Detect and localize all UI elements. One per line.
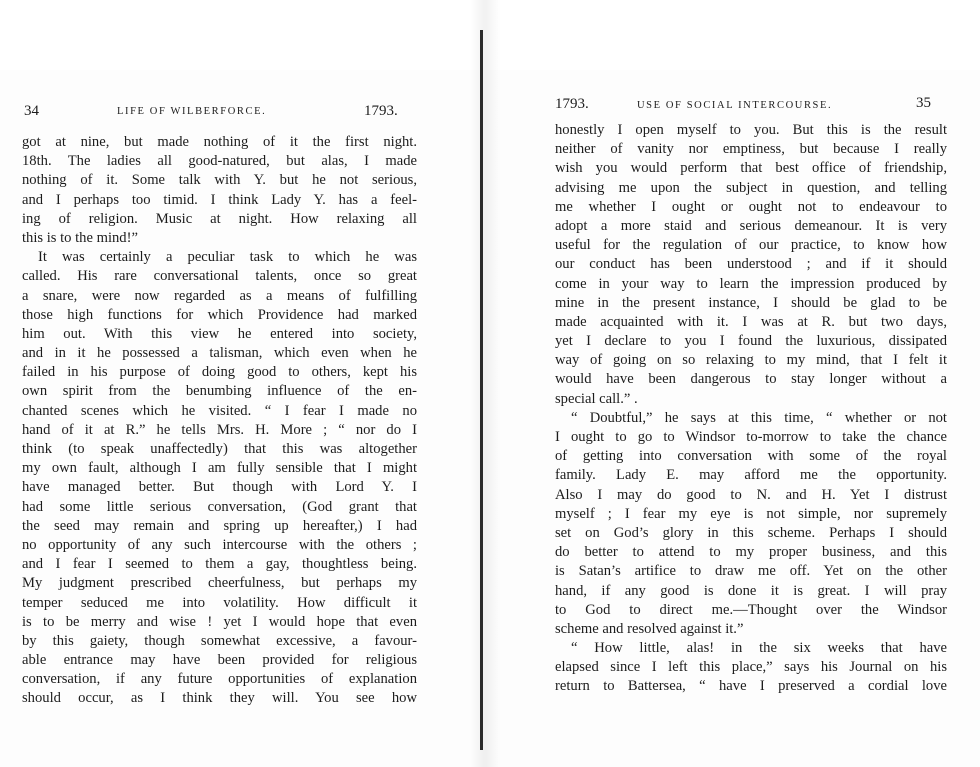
left-page-header bbox=[22, 103, 417, 123]
text-line: temper seduced me into volatility. How difficult it bbox=[22, 594, 417, 611]
text-line: failed in his purpose of doing good to others, kept his bbox=[22, 364, 417, 381]
text-line: made acquainted with it. I was at R. but two days, bbox=[555, 313, 947, 330]
text-line: mine in the present instance, I should be glad to be bbox=[555, 294, 947, 311]
text-line: ing of religion. Music at night. How relaxing all bbox=[22, 210, 417, 227]
text-line: think (to speak unaffectedly) that this was altogether bbox=[22, 441, 417, 457]
text-line: family. Lady E. may afford me the opportunity. bbox=[555, 467, 947, 484]
text-line: yet I declare to you I found the luxurious, dissipated bbox=[555, 333, 947, 350]
text-line: have managed better. But though with Lord Y. I bbox=[22, 479, 417, 496]
text-line: way of going on so relaxing to my mind, that I felt it bbox=[555, 352, 947, 369]
text-line: hand of it at R.” he tells Mrs. H. More ; “ nor do I bbox=[22, 421, 417, 438]
text-line: adopt a more staid and serious demeanour. It is very bbox=[555, 217, 947, 234]
book-gutter bbox=[480, 30, 483, 750]
text-line: no opportunity of any such intercourse with the others ; bbox=[22, 536, 417, 553]
text-line: conversation, if any future opportunities of explanation bbox=[22, 671, 417, 688]
text-line: and I perhaps too timid. I think Lady Y. has a feel- bbox=[22, 191, 417, 208]
text-line: nothing of it. Some talk with Y. but he not serious, bbox=[22, 172, 417, 189]
text-line: 18th. The ladies all good-natured, but alas, I made bbox=[22, 153, 417, 170]
running-title: LIFE OF WILBERFORCE. bbox=[117, 106, 267, 117]
running-title: USE OF SOCIAL INTERCOURSE. bbox=[637, 100, 833, 111]
text-line: called. His rare conversational talents, once so great bbox=[22, 268, 417, 285]
text-line: got at nine, but made nothing of it the first night. bbox=[22, 134, 417, 150]
text-line: those high functions for which Providence had marked bbox=[22, 306, 417, 323]
text-line: useful for the regulation of our practice, to know how bbox=[555, 237, 947, 254]
text-line: Also I may do good to N. and H. Yet I distrust bbox=[555, 486, 947, 503]
text-line: this is to the mind!” bbox=[22, 229, 138, 246]
text-line: our conduct has been understood ; and if it should bbox=[555, 256, 947, 273]
gutter-shadow bbox=[470, 0, 500, 767]
page-number: 35 bbox=[916, 95, 931, 111]
text-line: and in it he possessed a talisman, which even when he bbox=[22, 345, 417, 362]
text-line: is Satan’s artifice to draw me off. Yet on the other bbox=[555, 563, 947, 580]
text-line: a snare, were now regarded as a means of fulfilling bbox=[22, 287, 417, 304]
header-year: 1793. bbox=[364, 103, 398, 119]
right-page-body bbox=[555, 121, 947, 697]
text-line: myself ; I fear my eye is not simple, nor supremely bbox=[555, 505, 947, 522]
text-line: do better to attend to my proper business, and this bbox=[555, 544, 947, 561]
text-line: had some little serious conversation, (God grant that bbox=[22, 498, 417, 515]
text-line: I ought to go to Windsor to-morrow to take the chance bbox=[555, 429, 947, 445]
text-line: hand, if any good is done it is great. I will pray bbox=[555, 582, 947, 599]
text-line: him out. With this view he entered into society, bbox=[22, 325, 417, 342]
text-line: “ How little, alas! in the six weeks that have bbox=[571, 640, 947, 657]
text-line: me whether I ought or ought not to endeavour to bbox=[555, 198, 947, 215]
right-page-header bbox=[555, 95, 947, 123]
text-line: elapsed since I left this place,” says his Journal on his bbox=[555, 659, 947, 676]
text-line: by this gaiety, though somewhat excessive, a favour- bbox=[22, 632, 417, 649]
text-line: It was certainly a peculiar task to which he was bbox=[38, 249, 417, 266]
text-line: should occur, as I think they will. You see how bbox=[22, 690, 417, 707]
text-line: wish you would perform that best office of friendship, bbox=[555, 160, 947, 177]
header-year: 1793. bbox=[555, 96, 589, 112]
text-line: is to be merry and wise ! yet I would hope that even bbox=[22, 613, 417, 630]
text-line: the seed may remain and spring up hereafter,) I had bbox=[22, 517, 417, 534]
text-line: would have been dangerous to stay longer without a bbox=[555, 371, 947, 388]
text-line: set on God’s glory in this scheme. Perhaps I should bbox=[555, 524, 947, 541]
text-line: honestly I open myself to you. But this is the result bbox=[555, 122, 947, 138]
text-line: of getting into conversation with some of the royal bbox=[555, 448, 947, 465]
text-line: scheme and resolved against it.” bbox=[555, 620, 744, 637]
text-line: chanted scenes which he visited. “ I fear I made no bbox=[22, 402, 417, 419]
text-line: my own fault, although I am fully sensible that I might bbox=[22, 460, 417, 477]
text-line: own spirit from the benumbing influence of the en- bbox=[22, 383, 417, 400]
text-line: “ Doubtful,” he says at this time, “ whether or not bbox=[571, 409, 947, 426]
text-line: able entrance may have been provided for religious bbox=[22, 652, 417, 669]
text-line: and I fear I seemed to them a gay, thoughtless being. bbox=[22, 556, 417, 573]
text-line: to God to direct me.—Thought over the Windsor bbox=[555, 601, 947, 618]
page-number: 34 bbox=[24, 103, 39, 119]
text-line: come in your way to learn the impression produced by bbox=[555, 275, 947, 292]
text-line: return to Battersea, “ have I preserved a cordial love bbox=[555, 678, 947, 695]
left-page-body bbox=[22, 133, 417, 709]
text-line: neither of vanity nor emptiness, but because I really bbox=[555, 141, 947, 158]
text-line: advising me upon the subject in question, and telling bbox=[555, 179, 947, 196]
text-line: My judgment prescribed cheerfulness, but perhaps my bbox=[22, 575, 417, 592]
text-line: special call.” . bbox=[555, 390, 638, 407]
